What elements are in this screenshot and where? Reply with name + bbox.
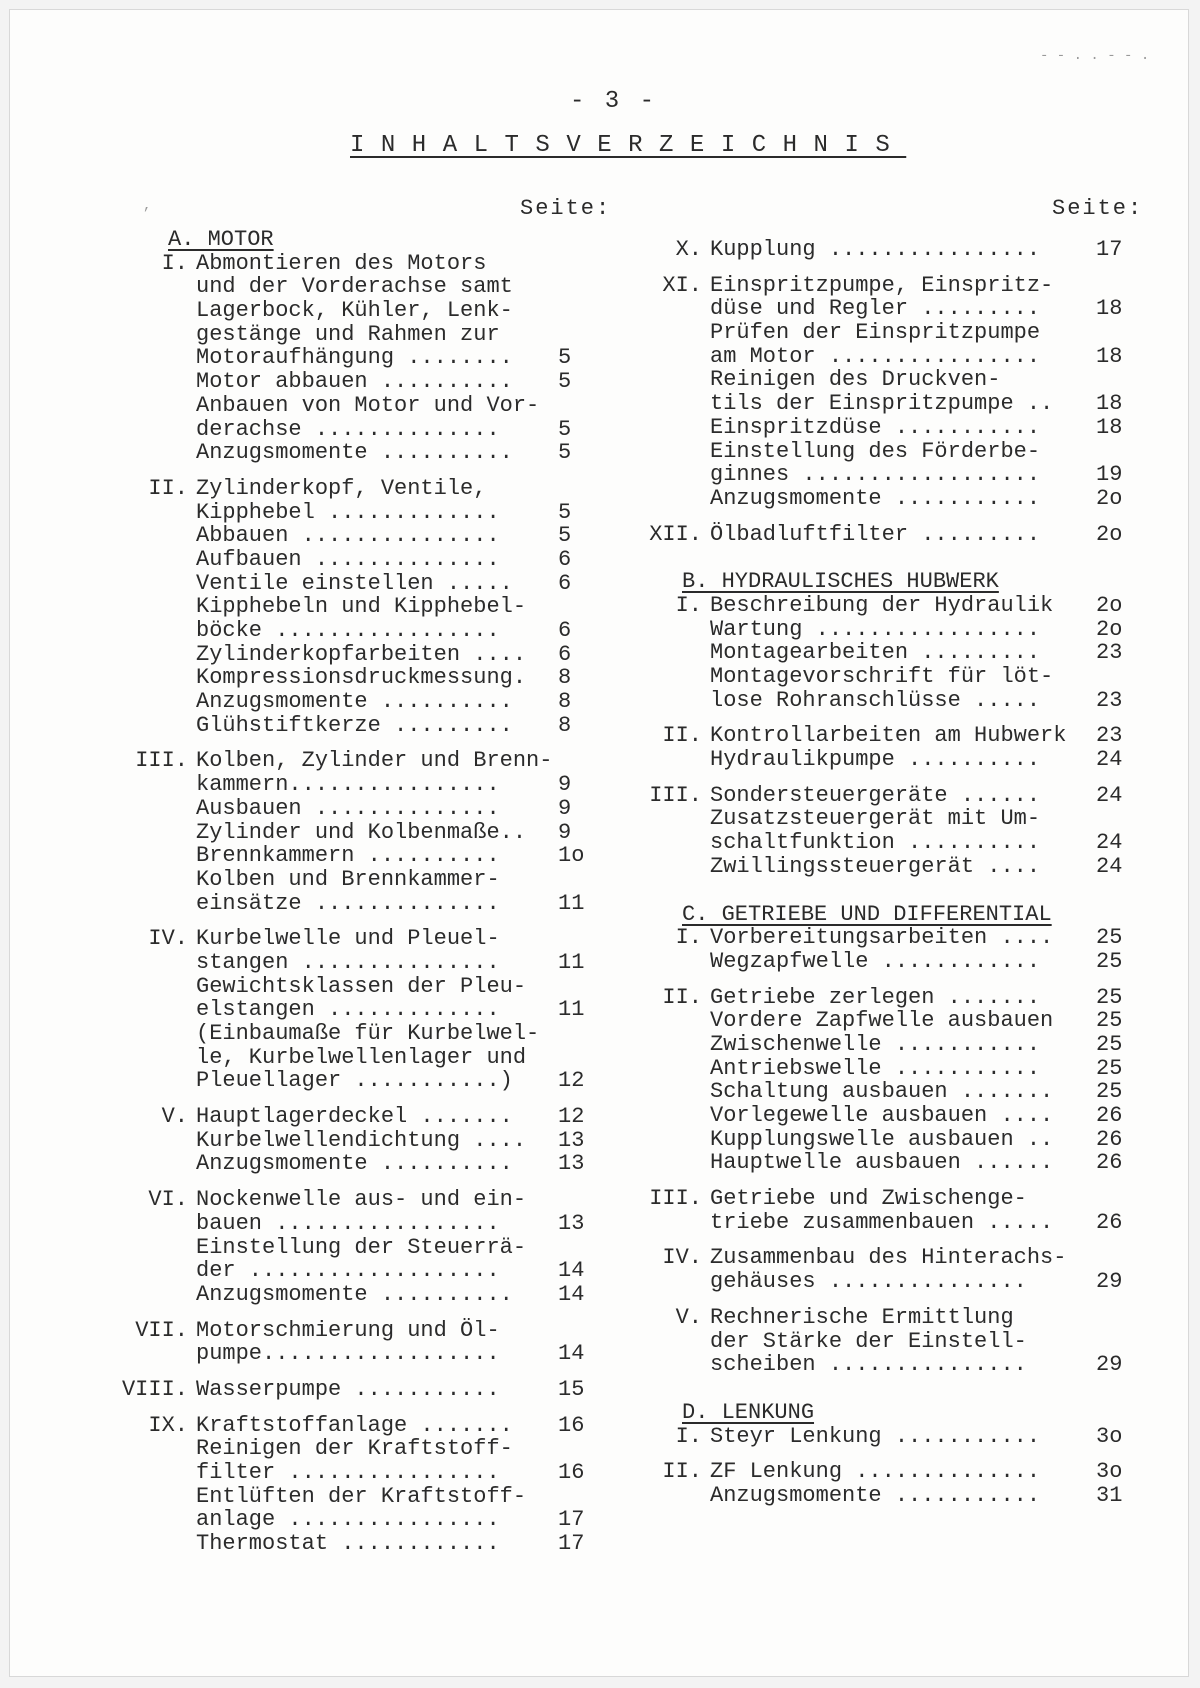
toc-entry bbox=[710, 1330, 1140, 1354]
toc-entry-text: Kompressionsdruckmessung. bbox=[196, 665, 527, 691]
toc-page-number: 5 bbox=[558, 345, 572, 371]
toc-entry bbox=[710, 321, 1140, 345]
toc-entry bbox=[710, 440, 1140, 464]
toc-right-column bbox=[649, 237, 1140, 1508]
toc-entry bbox=[196, 524, 616, 548]
toc-page-number: 25 bbox=[1096, 948, 1123, 974]
toc-chapter-number: IV. bbox=[148, 926, 188, 952]
toc-entry-text: Steyr Lenkung ........... bbox=[710, 1423, 1041, 1449]
toc-page-number: 18 bbox=[1096, 343, 1123, 369]
toc-entry-text: Vorbereitungsarbeiten .... bbox=[710, 925, 1054, 951]
toc-entry bbox=[649, 1186, 1140, 1212]
toc-entry bbox=[196, 1437, 616, 1461]
toc-entry bbox=[710, 1104, 1140, 1128]
toc-entry bbox=[196, 1532, 616, 1556]
toc-entry bbox=[710, 345, 1140, 369]
toc-entry-text: scheiben ............... bbox=[710, 1352, 1027, 1378]
toc-entry-text: ginnes .................. bbox=[710, 462, 1041, 488]
toc-chapter-number: XI. bbox=[662, 272, 702, 298]
toc-section-heading bbox=[682, 903, 1140, 927]
toc-page-number: 5 bbox=[558, 440, 572, 466]
toc-entry bbox=[662, 272, 1140, 298]
toc-entry bbox=[196, 1342, 616, 1366]
toc-page-number: 25 bbox=[1096, 1055, 1123, 1081]
toc-entry-text: Kipphebel ............. bbox=[196, 499, 500, 525]
toc-chapter-number: II. bbox=[662, 1459, 702, 1485]
toc-page-number: 8 bbox=[558, 712, 572, 738]
toc-entry bbox=[161, 250, 616, 276]
toc-entry bbox=[196, 275, 616, 299]
toc-entry-text: pumpe.................. bbox=[196, 1341, 500, 1367]
toc-entry-text: triebe zusammenbauen ..... bbox=[710, 1209, 1054, 1235]
toc-entry bbox=[196, 797, 616, 821]
toc-entry bbox=[710, 297, 1140, 321]
toc-page-number: 2o bbox=[1096, 616, 1123, 642]
toc-entry-text: Pleuellager ...........) bbox=[196, 1068, 513, 1094]
toc-chapter-number: III. bbox=[135, 748, 188, 774]
toc-entry-text: Anzugsmomente .......... bbox=[196, 1281, 513, 1307]
toc-page-number: 2o bbox=[1096, 485, 1123, 511]
toc-section-heading bbox=[682, 1401, 1140, 1425]
toc-entry bbox=[196, 868, 616, 892]
toc-entry-text: Zylinderkopfarbeiten .... bbox=[196, 641, 527, 667]
toc-page-number: 31 bbox=[1096, 1482, 1123, 1508]
toc-entry bbox=[196, 548, 616, 572]
toc-entry bbox=[710, 1484, 1140, 1508]
toc-entry-text: Getriebe und Zwischenge- bbox=[710, 1186, 1027, 1212]
toc-entry-text: Wartung ................. bbox=[710, 616, 1041, 642]
toc-entry bbox=[675, 1304, 1140, 1330]
toc-entry-text: Zwillingssteuergerät .... bbox=[710, 853, 1041, 879]
toc-entry bbox=[196, 1259, 616, 1283]
toc-entry-text: bauen ................. bbox=[196, 1210, 500, 1236]
toc-chapter-number: XII. bbox=[649, 521, 702, 547]
toc-page-number: 5 bbox=[558, 369, 572, 395]
toc-entry-text: Glühstiftkerze ......... bbox=[196, 712, 513, 738]
toc-entry-text: Motor abbauen .......... bbox=[196, 369, 513, 395]
toc-entry-text: einsätze .............. bbox=[196, 890, 500, 916]
toc-page-number: 5 bbox=[558, 499, 572, 525]
toc-chapter-number: IX. bbox=[148, 1412, 188, 1438]
toc-entry-text: filter ................ bbox=[196, 1460, 500, 1485]
toc-entry-text: Anbauen von Motor und Vor- bbox=[196, 392, 540, 418]
toc-entry-text: Lagerbock, Kühler, Lenk- bbox=[196, 298, 513, 324]
toc-entry-text: Ölbadluftfilter ......... bbox=[710, 521, 1041, 547]
seite-label-right: Seite: bbox=[1052, 196, 1144, 221]
toc-entry bbox=[135, 1317, 616, 1343]
toc-entry bbox=[675, 1423, 1140, 1449]
toc-entry-text: Kurbelwellendichtung .... bbox=[196, 1127, 527, 1153]
toc-entry-text: Zusatzsteuergerät mit Um- bbox=[710, 806, 1041, 832]
toc-page-number: 25 bbox=[1096, 984, 1123, 1010]
toc-spacer bbox=[710, 879, 1140, 891]
toc-page-number: 26 bbox=[1096, 1126, 1123, 1152]
toc-entry-text: anlage ................ bbox=[196, 1507, 500, 1533]
toc-entry bbox=[710, 748, 1140, 772]
toc-entry bbox=[710, 1128, 1140, 1152]
toc-page-number: 14 bbox=[558, 1341, 585, 1367]
toc-entry bbox=[196, 773, 616, 797]
page-number: - 3 - bbox=[570, 88, 658, 115]
toc-chapter-number: VI. bbox=[148, 1187, 188, 1213]
toc-entry bbox=[148, 926, 616, 952]
toc-entry-text: Vorlegewelle ausbauen .... bbox=[710, 1103, 1054, 1128]
toc-page-number: 13 bbox=[558, 1210, 585, 1236]
toc-page-number: 23 bbox=[1096, 723, 1123, 749]
toc-page-number: 16 bbox=[558, 1412, 585, 1438]
toc-entry bbox=[710, 689, 1140, 713]
toc-entry-text: und der Vorderachse samt bbox=[196, 274, 513, 300]
toc-chapter-number: III. bbox=[649, 1186, 702, 1212]
toc-entry bbox=[710, 1009, 1140, 1033]
toc-entry bbox=[662, 984, 1140, 1010]
toc-entry bbox=[196, 1508, 616, 1532]
toc-page-number: 12 bbox=[558, 1068, 585, 1094]
toc-entry bbox=[196, 1152, 616, 1176]
toc-entry-text: ZF Lenkung .............. bbox=[710, 1459, 1041, 1485]
toc-entry-text: Anzugsmomente .......... bbox=[196, 440, 513, 466]
toc-entry-text: Aufbauen .............. bbox=[196, 546, 500, 572]
toc-entry bbox=[710, 1270, 1140, 1294]
scan-artifact: , bbox=[143, 198, 152, 214]
toc-page-number: 25 bbox=[1096, 1079, 1123, 1105]
toc-entry-text: Hydraulikpumpe .......... bbox=[710, 747, 1041, 773]
toc-chapter-number: III. bbox=[649, 782, 702, 808]
toc-page-number: 23 bbox=[1096, 687, 1123, 713]
toc-entry bbox=[196, 690, 616, 714]
toc-entry-text: Hauptlagerdeckel ....... bbox=[196, 1104, 513, 1130]
toc-entry bbox=[196, 975, 616, 999]
toc-entry bbox=[196, 1046, 616, 1070]
toc-entry bbox=[148, 475, 616, 501]
toc-entry-text: (Einbaumaße für Kurbelwel- bbox=[196, 1021, 540, 1046]
toc-entry bbox=[710, 368, 1140, 392]
toc-entry bbox=[196, 821, 616, 845]
toc-entry-text: Motorschmierung und Öl- bbox=[196, 1317, 500, 1343]
toc-page-number: 5 bbox=[558, 416, 572, 442]
toc-page-number: 24 bbox=[1096, 782, 1123, 808]
toc-section-title: A. MOTOR bbox=[168, 227, 274, 252]
toc-page-number: 24 bbox=[1096, 830, 1123, 856]
toc-page-number: 13 bbox=[558, 1151, 585, 1177]
toc-entry bbox=[121, 1376, 616, 1402]
toc-entry bbox=[710, 831, 1140, 855]
toc-entry-text: Antriebswelle ........... bbox=[710, 1055, 1041, 1081]
toc-entry-text: Kupplungswelle ausbauen .. bbox=[710, 1126, 1054, 1152]
toc-entry bbox=[196, 619, 616, 643]
toc-page-number: 3o bbox=[1096, 1459, 1123, 1485]
toc-entry bbox=[710, 665, 1140, 689]
toc-entry-text: gehäuses ............... bbox=[710, 1269, 1027, 1295]
toc-chapter-number: VII. bbox=[135, 1317, 188, 1343]
toc-entry-text: Motoraufhängung ........ bbox=[196, 345, 513, 371]
toc-entry-text: Kraftstoffanlage ....... bbox=[196, 1412, 513, 1438]
toc-entry bbox=[196, 501, 616, 525]
page-title: INHALTSVERZEICHNIS bbox=[350, 132, 907, 159]
toc-page-number: 6 bbox=[558, 546, 572, 572]
toc-entry bbox=[196, 1283, 616, 1307]
toc-entry-text: Brennkammern .......... bbox=[196, 843, 500, 869]
toc-entry-text: schaltfunktion .......... bbox=[710, 830, 1041, 856]
toc-page-number: 18 bbox=[1096, 296, 1123, 322]
toc-chapter-number: I. bbox=[675, 1423, 702, 1449]
toc-entry bbox=[196, 418, 616, 442]
toc-page-number: 9 bbox=[558, 772, 572, 798]
toc-entry-text: Kipphebeln und Kipphebel- bbox=[196, 594, 527, 620]
toc-entry-text: der ................... bbox=[196, 1258, 500, 1284]
toc-entry bbox=[710, 392, 1140, 416]
toc-entry bbox=[675, 592, 1140, 618]
toc-entry bbox=[196, 1485, 616, 1509]
toc-entry bbox=[196, 1069, 616, 1093]
toc-entry-text: Beschreibung der Hydraulik bbox=[710, 592, 1054, 618]
toc-entry bbox=[710, 618, 1140, 642]
toc-entry bbox=[196, 1129, 616, 1153]
toc-entry bbox=[710, 1033, 1140, 1057]
toc-entry-text: Anzugsmomente ........... bbox=[710, 485, 1041, 511]
toc-entry-text: Prüfen der Einspritzpumpe bbox=[710, 320, 1041, 346]
toc-entry-text: Montagevorschrift für löt- bbox=[710, 664, 1054, 689]
toc-entry bbox=[710, 807, 1140, 831]
toc-section-title: C. GETRIEBE UND DIFFERENTIAL bbox=[682, 901, 1052, 927]
toc-entry-text: Zusammenbau des Hinterachs- bbox=[710, 1245, 1067, 1271]
toc-section-title: D. LENKUNG bbox=[682, 1399, 815, 1425]
toc-entry bbox=[710, 1057, 1140, 1081]
toc-page-number: 26 bbox=[1096, 1150, 1123, 1176]
toc-entry-text: tils der Einspritzpumpe .. bbox=[710, 391, 1054, 417]
toc-entry bbox=[196, 299, 616, 323]
toc-entry bbox=[135, 748, 616, 774]
toc-page-number: 25 bbox=[1096, 1008, 1123, 1034]
toc-page-number: 26 bbox=[1096, 1103, 1123, 1128]
toc-page-number: 13 bbox=[558, 1127, 585, 1153]
toc-entry-text: Zylinderkopf, Ventile, bbox=[196, 475, 487, 501]
toc-entry bbox=[675, 237, 1140, 262]
toc-page-number: 17 bbox=[558, 1531, 585, 1557]
scan-artifact: - - . . - - . bbox=[1040, 48, 1150, 64]
toc-page-number: 11 bbox=[558, 949, 585, 975]
toc-entry bbox=[710, 463, 1140, 487]
toc-left-column bbox=[121, 227, 616, 1557]
toc-entry-text: Wegzapfwelle ............ bbox=[710, 948, 1041, 974]
toc-entry-text: Ventile einstellen ..... bbox=[196, 570, 513, 596]
toc-page-number: 17 bbox=[1096, 237, 1123, 262]
toc-page-number: 16 bbox=[558, 1460, 585, 1485]
toc-entry bbox=[710, 1211, 1140, 1235]
toc-entry bbox=[649, 782, 1140, 808]
toc-entry-text: Einstellung des Förderbe- bbox=[710, 438, 1041, 464]
toc-entry bbox=[675, 925, 1140, 951]
toc-page-number: 24 bbox=[1096, 747, 1123, 773]
toc-entry-text: gestänge und Rahmen zur bbox=[196, 321, 500, 347]
toc-page-number: 6 bbox=[558, 570, 572, 596]
toc-entry bbox=[710, 487, 1140, 511]
toc-entry-text: Ausbauen .............. bbox=[196, 795, 500, 821]
toc-entry bbox=[649, 521, 1140, 547]
toc-entry-text: Kolben, Zylinder und Brenn- bbox=[196, 748, 553, 774]
toc-entry bbox=[196, 998, 616, 1022]
toc-page-number: 14 bbox=[558, 1281, 585, 1307]
toc-page-number: 26 bbox=[1096, 1209, 1123, 1235]
toc-page-number: 25 bbox=[1096, 925, 1123, 951]
toc-entry bbox=[196, 951, 616, 975]
toc-entry-text: Kontrollarbeiten am Hubwerk bbox=[710, 723, 1067, 749]
toc-page-number: 24 bbox=[1096, 853, 1123, 879]
toc-page-number: 29 bbox=[1096, 1269, 1123, 1295]
toc-page-number: 12 bbox=[558, 1104, 585, 1130]
toc-entry bbox=[662, 1245, 1140, 1271]
toc-page-number: 14 bbox=[558, 1258, 585, 1284]
toc-entry-text: Einspritzpumpe, Einspritz- bbox=[710, 272, 1054, 298]
toc-entry-text: am Motor ................ bbox=[710, 343, 1041, 369]
toc-section-heading bbox=[682, 570, 1140, 594]
toc-entry-text: kammern................ bbox=[196, 772, 500, 798]
toc-chapter-number: II. bbox=[662, 984, 702, 1010]
toc-chapter-number: X. bbox=[675, 237, 702, 262]
toc-entry bbox=[196, 346, 616, 370]
toc-chapter-number: VIII. bbox=[121, 1376, 188, 1402]
toc-page-number: 19 bbox=[1096, 462, 1123, 488]
toc-entry-text: Anzugsmomente ........... bbox=[710, 1482, 1041, 1508]
document-page bbox=[9, 9, 1189, 1677]
toc-entry bbox=[196, 844, 616, 868]
toc-entry-text: Kupplung ................ bbox=[710, 237, 1041, 262]
toc-entry-text: Einstellung der Steuerrä- bbox=[196, 1234, 527, 1260]
toc-entry-text: Vordere Zapfwelle ausbauen bbox=[710, 1008, 1054, 1034]
toc-chapter-number: V. bbox=[161, 1104, 188, 1130]
toc-page-number: 9 bbox=[558, 795, 572, 821]
toc-entry bbox=[710, 641, 1140, 665]
toc-entry-text: Reinigen des Druckven- bbox=[710, 367, 1001, 393]
toc-page-number: 11 bbox=[558, 890, 585, 916]
toc-page-number: 18 bbox=[1096, 391, 1123, 417]
toc-entry-text: Anzugsmomente .......... bbox=[196, 689, 513, 715]
toc-page-number: 23 bbox=[1096, 640, 1123, 666]
toc-entry-text: Hauptwelle ausbauen ...... bbox=[710, 1150, 1054, 1176]
toc-entry bbox=[196, 323, 616, 347]
toc-entry-text: Thermostat ............ bbox=[196, 1531, 500, 1557]
toc-entry bbox=[196, 1212, 616, 1236]
toc-chapter-number: V. bbox=[675, 1304, 702, 1330]
toc-entry-text: Einspritzdüse ........... bbox=[710, 414, 1041, 440]
toc-entry-text: stangen ............... bbox=[196, 949, 500, 975]
toc-entry-text: Anzugsmomente .......... bbox=[196, 1151, 513, 1177]
toc-entry bbox=[196, 714, 616, 738]
toc-chapter-number: I. bbox=[161, 250, 188, 276]
toc-entry bbox=[196, 572, 616, 596]
toc-entry bbox=[662, 723, 1140, 749]
toc-page-number: 2o bbox=[1096, 592, 1123, 618]
toc-chapter-number: I. bbox=[675, 592, 702, 618]
toc-chapter-number: IV. bbox=[662, 1245, 702, 1271]
toc-chapter-number: II. bbox=[148, 475, 188, 501]
toc-entry bbox=[196, 1022, 616, 1046]
toc-entry bbox=[148, 1187, 616, 1213]
toc-page-number: 1o bbox=[558, 843, 585, 869]
toc-entry bbox=[161, 1104, 616, 1130]
toc-entry bbox=[710, 950, 1140, 974]
toc-page-number: 9 bbox=[558, 819, 572, 845]
toc-entry-text: Schaltung ausbauen ....... bbox=[710, 1079, 1054, 1105]
toc-entry-text: elstangen ............. bbox=[196, 997, 500, 1023]
toc-entry-text: Nockenwelle aus- und ein- bbox=[196, 1187, 527, 1213]
toc-page-number: 6 bbox=[558, 641, 572, 667]
toc-entry bbox=[196, 441, 616, 465]
toc-entry-text: Abmontieren des Motors bbox=[196, 250, 487, 276]
toc-chapter-number: I. bbox=[675, 925, 702, 951]
toc-entry-text: Kolben und Brennkammer- bbox=[196, 866, 500, 892]
toc-page-number: 18 bbox=[1096, 414, 1123, 440]
toc-entry-text: Abbauen ............... bbox=[196, 523, 500, 549]
toc-entry-text: Entlüften der Kraftstoff- bbox=[196, 1483, 527, 1509]
toc-page-number: 8 bbox=[558, 689, 572, 715]
toc-entry-text: Reinigen der Kraftstoff- bbox=[196, 1436, 513, 1462]
toc-entry-text: Rechnerische Ermittlung bbox=[710, 1304, 1014, 1330]
toc-entry-text: Zylinder und Kolbenmaße.. bbox=[196, 819, 527, 845]
toc-chapter-number: II. bbox=[662, 723, 702, 749]
toc-entry-text: Gewichtsklassen der Pleu- bbox=[196, 973, 527, 999]
toc-spacer bbox=[710, 1377, 1140, 1389]
toc-entry-text: düse und Regler ......... bbox=[710, 296, 1041, 322]
toc-page-number: 8 bbox=[558, 665, 572, 691]
toc-entry-text: Wasserpumpe ........... bbox=[196, 1376, 500, 1402]
toc-entry-text: le, Kurbelwellenlager und bbox=[196, 1044, 527, 1070]
toc-entry-text: Zwischenwelle ........... bbox=[710, 1031, 1041, 1057]
toc-entry-text: Sondersteuergeräte ...... bbox=[710, 782, 1041, 808]
toc-section-heading bbox=[168, 228, 616, 252]
toc-entry-text: derachse .............. bbox=[196, 416, 500, 442]
toc-entry bbox=[710, 1151, 1140, 1175]
toc-entry-text: Kurbelwelle und Pleuel- bbox=[196, 926, 500, 952]
toc-entry bbox=[196, 1236, 616, 1260]
toc-entry bbox=[196, 370, 616, 394]
toc-entry bbox=[196, 394, 616, 418]
toc-page-number: 6 bbox=[558, 618, 572, 643]
toc-entry bbox=[196, 643, 616, 667]
toc-entry bbox=[196, 666, 616, 690]
toc-page-number: 15 bbox=[558, 1376, 585, 1402]
toc-entry bbox=[196, 892, 616, 916]
toc-page-number: 3o bbox=[1096, 1423, 1123, 1449]
seite-label-left: Seite: bbox=[520, 196, 612, 221]
toc-page-number: 25 bbox=[1096, 1031, 1123, 1057]
toc-entry bbox=[662, 1459, 1140, 1485]
toc-entry-text: der Stärke der Einstell- bbox=[710, 1328, 1027, 1354]
toc-entry bbox=[710, 1353, 1140, 1377]
toc-page-number: 5 bbox=[558, 523, 572, 549]
toc-entry bbox=[196, 1461, 616, 1485]
toc-spacer bbox=[710, 546, 1140, 558]
toc-entry bbox=[710, 1080, 1140, 1104]
toc-entry bbox=[148, 1412, 616, 1438]
toc-page-number: 11 bbox=[558, 997, 585, 1023]
toc-page-number: 17 bbox=[558, 1507, 585, 1533]
toc-entry bbox=[710, 416, 1140, 440]
toc-entry bbox=[710, 855, 1140, 879]
toc-page-number: 29 bbox=[1096, 1352, 1123, 1378]
toc-section-title: B. HYDRAULISCHES HUBWERK bbox=[682, 569, 999, 595]
toc-entry-text: Montagearbeiten ......... bbox=[710, 640, 1041, 666]
toc-entry-text: böcke ................. bbox=[196, 618, 500, 643]
toc-entry bbox=[196, 595, 616, 619]
toc-entry-text: lose Rohranschlüsse ..... bbox=[710, 687, 1041, 713]
toc-page-number: 2o bbox=[1096, 521, 1123, 547]
toc-entry-text: Getriebe zerlegen ....... bbox=[710, 984, 1041, 1010]
